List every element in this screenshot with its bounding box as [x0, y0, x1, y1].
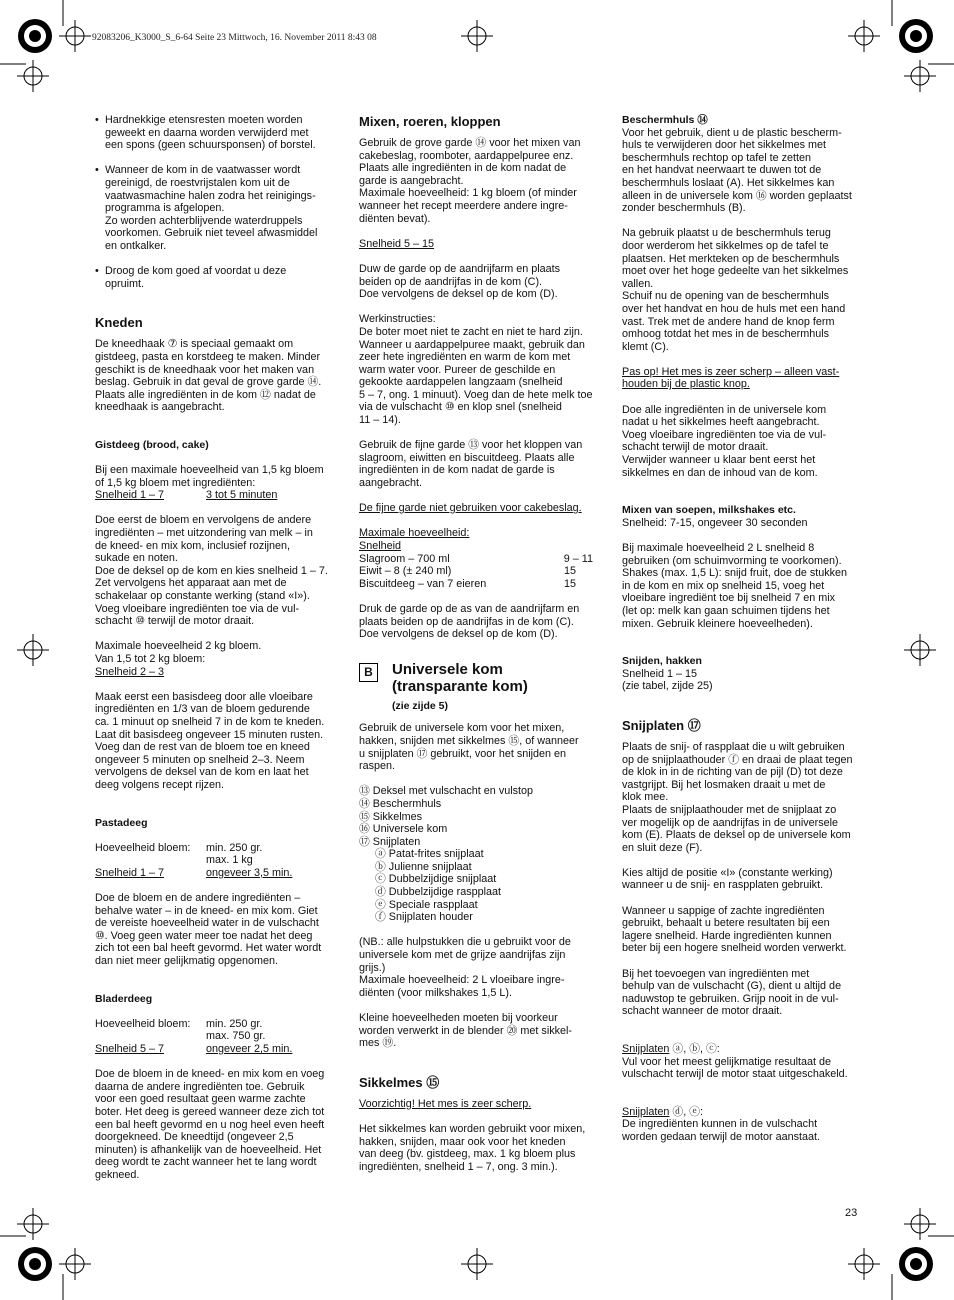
paragraph: (NB.: alle hulpstukken die u gebruikt voor de universele kom met de grijze aandrijfas zijn grijs.) Maximale hoeveelheid: 2 L vloeibare ingre- diënten (voor milkshakes 1,5 L).: [359, 936, 571, 999]
quantity-label: Hoeveelheid bloem:: [95, 841, 191, 854]
paragraph: Duw de garde op de aandrijfarm en plaats beiden op de aandrijfas in de kom (C). Doe vervolgens de deksel op de kom (D).: [359, 262, 561, 301]
section-b-heading: [359, 661, 594, 713]
speed-label: Snelheid 2 – 3: [95, 665, 165, 678]
paragraph: Doe de bloem en de andere ingrediënten – behalve water – in de kneed- en mix kom. Giet de vereiste hoeveelheid water in de vulschacht ⑩. Voeg geen water meer toe nadat het deeg zich tot een bal heeft gevormd. Het water wordt dan niet meer gelijkmatig opgenomen.: [95, 892, 322, 968]
paragraph: De ingrediënten kunnen in de vulschacht worden gedaan terwijl de motor aanstaat.: [622, 1118, 821, 1143]
quantity-min: min. 250 gr.: [206, 841, 263, 854]
paragraph: Doe de bloem in de kneed- en mix kom en voeg daarna de andere ingrediënten toe. Gebruik voor een goed resultaat geen warme zachte boter. Het deeg is gereed wanneer deze zich tot een bal heeft gevormd en u nog heel even heeft doorgekneed. De kneedtijd (ongeveer 2,5 minuten) is afhankelijk van de hoeveelheid. Het deeg wordt te zacht wanneer het te lang wordt gekneed.: [95, 1068, 325, 1181]
print-header: 92083206_K3000_S_6-64 Seite 23 Mittwoch, 16. November 2011 8:43 08: [92, 33, 377, 43]
paragraph: Plaats de snij- of raspplaat die u wilt gebruiken op de snijplaathouder ⓕ en draai de plaat tegen de klok in in de richting van de pijl (D) tot deze vastgrijpt. Bij het losmaken draait u met de klok mee. Plaats de snijplaathouder met de snijplaat zo ver mogelijk op de aandrijfas in de universele kom (E). Plaats de deksel op de universele kom en sluit deze (F).: [622, 740, 853, 854]
column-1: [95, 114, 335, 1182]
time-value: ongeveer 2,5 min.: [206, 1043, 293, 1055]
paragraph: Maak eerst een basisdeeg door alle vloeibare ingrediënten en 1/3 van de bloem gedurende ca. 1 minuut op snelheid 7 in de kom te kneden. Laat dit basisdeeg ongeveer 15 minuten rusten. Voeg dan de rest van de bloem toe en kneed ongeveer 5 minuten op snelheid 2–3. Neem vervolgens de deksel van de kom en laat het deeg volgens recept rijzen.: [95, 690, 325, 791]
paragraph: Bij het toevoegen van ingrediënten met behulp van de vulschacht (G), dient u altijd de naduwstop te gebruiken. Grijp nooit in de vul- schacht wanneer de motor draait.: [622, 967, 842, 1018]
warning-text: De fijne garde niet gebruiken voor cakebeslag.: [359, 502, 582, 515]
table-cell-speed: 15: [564, 565, 577, 578]
parts-list: [359, 785, 594, 924]
max-speed-label: Snelheid: [359, 540, 402, 552]
list-item: ⑬ Deksel met vulschacht en vulstop: [359, 785, 534, 798]
list-item: • Hardnekkige etensresten moeten worden geweekt en daarna worden verwijderd met een spons (geen schuursponsen) of borstel.: [95, 114, 335, 152]
section-title-universele-kom: Universele kom (transparante kom): [392, 660, 528, 695]
list-item: ⓕ Snijplaten houder: [375, 911, 473, 924]
subsection-title-pastadeeg: Pastadeeg: [95, 816, 148, 829]
subsection-title-bladerdeeg: Bladerdeeg: [95, 992, 153, 1005]
list-item: ⓔ Speciale raspplaat: [375, 898, 478, 911]
table-cell-item: Slagroom – 700 ml: [359, 552, 450, 565]
list-item: ⑯ Universele kom: [359, 823, 448, 836]
quantity-max: max. 750 gr.: [206, 1030, 266, 1043]
section-b-box: B: [359, 663, 378, 682]
quantity-label: Hoeveelheid bloem:: [95, 1017, 191, 1030]
table-row: [359, 578, 593, 591]
warning-text: Voorzichtig! Het mes is zeer scherp.: [359, 1097, 532, 1110]
subheading-label: Snijplaten: [622, 1043, 670, 1055]
speed-label: Snelheid 1 – 7: [95, 489, 165, 502]
column-3: [622, 114, 858, 1144]
time-value: ongeveer 3,5 min.: [206, 866, 293, 879]
quantity-min: min. 250 gr.: [206, 1017, 263, 1030]
column-2: [359, 114, 594, 1173]
paragraph: Na gebruik plaatst u de beschermhuls terug door werderom het sikkelmes op de tafel te plaatsen. Het merkteken op de beschermhuls moet over het hoge gedeelte van het sikkelmes vallen. Schuif nu de opening van de beschermhuls over het handvat en hou de huls met een hand vast. Trek met de andere hand de knop ferm omhoog totdat het mes in de beschermhuls klemt (C).: [622, 227, 849, 353]
subheading-suffix: ⓐ, ⓑ, ⓒ:: [669, 1043, 720, 1055]
list-item: ⓓ Dubbelzijdige raspplaat: [375, 886, 502, 899]
list-item: ⓑ Julienne snijplaat: [375, 860, 472, 873]
paragraph: Werkinstructies: De boter moet niet te zacht en niet te hard zijn. Wanneer u aardappelpuree maakt, gebruik dan zeer hete ingrediënten en warm de kom met warm water voor. Pureer de geschilde en gekookte aardappelen langzaam (snelheid 5 – 7, ong. 1 minuut). Voeg dan de hete melk toe via de vulschacht ⑩ en klop snel (snelheid 11 – 14).: [359, 313, 593, 427]
table-cell-speed: 9 – 11: [563, 552, 593, 565]
list-item: ⑮ Sikkelmes: [359, 810, 422, 823]
paragraph: Kies altijd de positie «I» (constante werking) wanneer u de snij- en raspplaten gebruikt.: [622, 866, 833, 892]
page-reference: (zie zijde 5): [392, 699, 449, 712]
subheading-suffix: ⓓ, ⓔ:: [669, 1105, 704, 1118]
paragraph: Gebruik de fijne garde ⑬ voor het kloppen van slagroom, eiwitten en biscuitdeeg. Plaats alle ingrediënten in de kom nadat de garde is aangebracht.: [359, 439, 583, 490]
warning-text: Pas op! Het mes is zeer scherp – alleen vast- houden bij de plastic knop.: [622, 365, 840, 391]
section-title-kneden: Kneden: [95, 315, 143, 331]
paragraph: Kleine hoeveelheden moeten bij voorkeur worden verwerkt in de blender ⑳ met sikkel- mes ⑲.: [359, 1012, 573, 1050]
table-cell-item: Biscuitdeeg – van 7 eieren: [359, 577, 487, 590]
section-title-mixen: Mixen, roeren, kloppen: [359, 114, 501, 129]
quantity-max: max. 1 kg: [206, 854, 253, 867]
subheading-snijplaten-abc: [622, 1043, 858, 1056]
speed-label: Snelheid: 7-15, ongeveer 30 seconden: [622, 516, 808, 529]
paragraph: Gebruik de grove garde ⑭ voor het mixen van cakebeslag, roomboter, aardappelpuree enz. Plaats alle ingrediënten in de kom nadat de garde is aangebracht. Maximale hoeveelheid: 1 kg bloem (of minder wanneer het recept meerdere andere ingre- diënten bevat).: [359, 137, 581, 225]
subsection-title-soepen: Mixen van soepen, milkshakes etc.: [622, 504, 796, 517]
list-item: ⓐ Patat-frites snijplaat: [375, 848, 484, 861]
list-item: • Droog de kom goed af voordat u deze opruimt.: [95, 265, 335, 290]
paragraph: Druk de garde op de as van de aandrijfarm en plaats beiden op de aandrijfas in de kom (C). Doe vervolgens de deksel op de kom (D).: [359, 602, 580, 641]
list-item: ⓒ Dubbelzijdige snijplaat: [375, 873, 497, 886]
paragraph: Gebruik de universele kom voor het mixen, hakken, snijden met sikkelmes ⑮, of wanneer u snijplaten ⑰ gebruikt, voor het snijden en raspen.: [359, 722, 579, 773]
paragraph: Bij maximale hoeveelheid 2 L snelheid 8 gebruiken (om schuimvorming te voorkomen). Shakes (max. 1,5 L): snijd fruit, doe de stukken in de kom en mix op snelheid 15, voeg het vloeibare ingrediënt toe bij snelheid 7 en mix (let op: melk kan gaan schuimen tijdens het mixen. Gebruik kleinere hoeveelheden).: [622, 542, 848, 630]
page-number: 23: [845, 1207, 858, 1219]
speed-label: Snelheid 5 – 15: [359, 237, 435, 250]
paragraph: Doe alle ingrediënten in de universele kom nadat u het sikkelmes heeft aangebracht. Voeg vloeibare ingrediënten toe via de vul- schacht terwijl de motor draait. Verwijder wanneer u klaar bent eerst het sikkelmes en dan de inhoud van de kom.: [622, 403, 827, 479]
table-row: [359, 565, 593, 578]
paragraph: Het sikkelmes kan worden gebruikt voor mixen, hakken, snijden, maar ook voor het kneden van deeg (bv. gistdeeg, max. 1 kg bloem plus ingrediënten, snelheid 1 – 7, ong. 3 min.).: [359, 1122, 586, 1173]
time-value: 3 tot 5 minuten: [206, 489, 278, 502]
paragraph: Snelheid 1 – 15 (zie tabel, zijde 25): [622, 667, 713, 693]
list-item: ⑰ Snijplaten: [359, 835, 421, 848]
speed-label: Snelheid 1 – 7: [95, 866, 165, 879]
paragraph: Voor het gebruik, dient u de plastic bescherm- huls te verwijderen door het sikkelmes met beschermhuls rechtop op tafel te zetten en het handvat neerwaart te duwen tot de beschermhuls loslaat (A). Het sikkelmes kan alleen in de universele kom ⑯ worden geplaatst zonder beschermhuls (B).: [622, 126, 852, 215]
subheading-snijplaten-de: [622, 1106, 858, 1119]
table-row: [359, 553, 593, 566]
paragraph: Bij een maximale hoeveelheid van 1,5 kg bloem of 1,5 kg bloem met ingrediënten:: [95, 464, 324, 489]
max-quantity-label: Maximale hoeveelheid:: [359, 527, 470, 540]
subheading-label: Snijplaten: [622, 1105, 670, 1118]
paragraph: Wanneer u sappige of zachte ingrediënten gebruikt, behaalt u betere resultaten bij een lagere snelheid. Harde ingrediënten kunnen beter bij een hogere snelheid worden verwerkt.: [622, 904, 847, 955]
section-title-sikkelmes: Sikkelmes ⑮: [359, 1074, 440, 1090]
section-title-snijplaten: Snijplaten ⑰: [622, 717, 701, 733]
list-item: • Wanneer de kom in de vaatwasser wordt gereinigd, de roestvrijstalen kom uit de vaatwasmachine halen zodra het reinigings- programma is afgelopen. Zo worden achterblijvende waterdruppels voorkomen. Gebruik niet teveel afwasmiddel en ontkalker.: [95, 164, 335, 252]
list-item: ⑭ Beschermhuls: [359, 797, 442, 810]
cleaning-list: [95, 114, 335, 290]
paragraph: Vul voor het meest gelijkmatige resultaat de vulschacht terwijl de motor staat uitgeschakeld.: [622, 1055, 848, 1081]
paragraph: De kneedhaak ⑦ is speciaal gemaakt om gistdeeg, pasta en korstdeeg te maken. Minder geschikt is de kneedhaak voor het maken van beslag. Gebruik in dat geval de grove garde ⑭. Plaats alle ingrediënten in de kom ⑫ nadat de kneedhaak is aangebracht.: [95, 338, 322, 414]
subsection-title-beschermhuls: Beschermhuls ⑭: [622, 114, 708, 126]
speed-label: Snelheid 5 – 7: [95, 1043, 165, 1055]
paragraph: Maximale hoeveelheid 2 kg bloem. Van 1,5 tot 2 kg bloem:: [95, 640, 262, 665]
subsection-title-gistdeeg: Gistdeeg (brood, cake): [95, 438, 209, 451]
table-cell-item: Eiwit – 8 (± 240 ml): [359, 565, 452, 578]
paragraph: Doe eerst de bloem en vervolgens de andere ingrediënten – met uitzondering van melk – in de kneed- en mix kom, inclusief rozijnen, sukade en noten. Doe de deksel op de kom en kies snelheid 1 – 7. Zet vervolgens het apparaat aan met de schakelaar op constante werking (stand «I»). Voeg vloeibare ingrediënten toe via de vul- schacht ⑩ terwijl de motor draait.: [95, 514, 328, 628]
subsection-title-snijden: Snijden, hakken: [622, 655, 702, 668]
table-cell-speed: 15: [564, 577, 577, 590]
